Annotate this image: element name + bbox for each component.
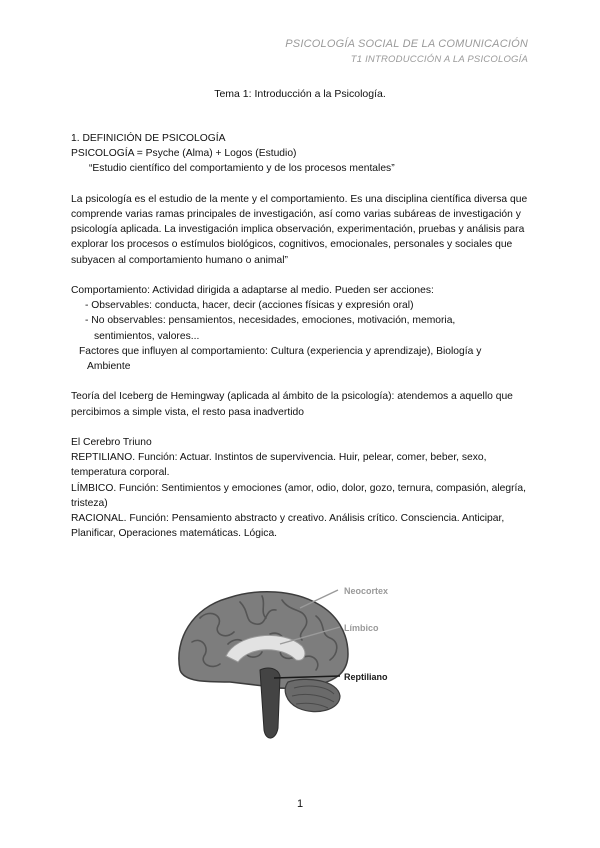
limbic-paragraph: LÍMBICO. Función: Sentimientos y emociones (amor, odio, dolor, gozo, ternura, compasión, alegría, tristeza) bbox=[71, 482, 527, 509]
reptilian-paragraph: REPTILIANO. Función: Actuar. Instintos de supervivencia. Huir, pelear, comer, beber, sexo, temperatura corporal. bbox=[71, 452, 487, 479]
rational-paragraph: RACIONAL. Función: Pensamiento abstracto y creativo. Análisis crítico. Consciencia. Anticipar, Planificar, Operaciones matemáticas. Lógica. bbox=[71, 513, 505, 540]
iceberg-paragraph: Teoría del Iceberg de Hemingway (aplicada al ámbito de la psicología): atendemos a aquello que percibimos a simple vista, el resto pasa inadvertido bbox=[71, 391, 513, 418]
factors-line: Factores que influyen al comportamiento: Cultura (experiencia y aprendizaje), Biología y bbox=[79, 345, 482, 357]
etymology-line: PSICOLOGÍA = Psyche (Alma) + Logos (Estudio) bbox=[71, 148, 297, 160]
triune-brain-figure bbox=[170, 578, 430, 753]
non-observable-item-cont: sentimientos, valores... bbox=[94, 330, 200, 342]
topic-title: Tema 1: Introducción a la Psicología. bbox=[214, 88, 386, 100]
page-header bbox=[285, 36, 528, 68]
brain-title: El Cerebro Triuno bbox=[71, 437, 152, 448]
label-reptilian: Reptiliano bbox=[344, 672, 388, 682]
non-observable-item: - No observables: pensamientos, necesidades, emociones, motivación, memoria, bbox=[85, 315, 456, 327]
definition-quote: “Estudio científico del comportamiento y de los procesos mentales” bbox=[89, 163, 395, 175]
page-number: 1 bbox=[296, 798, 304, 810]
section-heading: 1. DEFINICIÓN DE PSICOLOGÍA bbox=[71, 133, 226, 144]
label-neocortex: Neocortex bbox=[344, 586, 389, 596]
behavior-intro: Comportamiento: Actividad dirigida a adaptarse al medio. Pueden ser acciones: bbox=[71, 285, 434, 296]
header-topic-subtitle: T1 INTRODUCCIÓN A LA PSICOLOGÍA bbox=[350, 54, 528, 65]
factors-line-cont: Ambiente bbox=[87, 361, 131, 373]
definition-paragraph: La psicología es el estudio de la mente y el comportamiento. Es una disciplina científica diversa que comprende varias ramas principales de investigación, así como varias subáreas de investigación y psicología aplicada. La investigación implica observación, experimentación, pruebas y análisis para explorar los procesos o estímulos biológicos, cognitivos, emocionales, personales y sociales que subyacen al comportamiento humano o animal” bbox=[71, 193, 528, 266]
document-body bbox=[71, 131, 531, 541]
observable-item: - Observables: conducta, hacer, decir (acciones físicas y expresión oral) bbox=[85, 300, 414, 312]
label-limbic: Límbico bbox=[344, 623, 379, 633]
brain-illustration bbox=[170, 578, 430, 753]
header-course-title: PSICOLOGÍA SOCIAL DE LA COMUNICACIÓN bbox=[285, 38, 528, 50]
